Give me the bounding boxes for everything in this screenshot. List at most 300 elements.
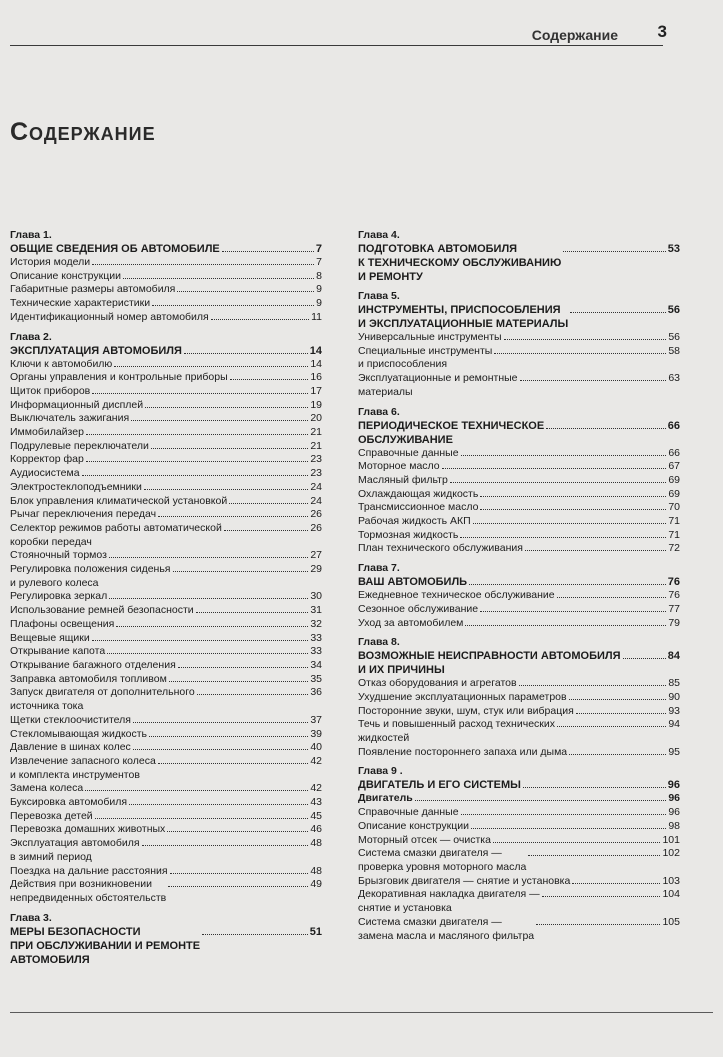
toc-entry-page: 102 — [662, 847, 680, 860]
chapter-label: Глава 7. — [358, 562, 400, 575]
toc-entry-page: 46 — [310, 823, 322, 836]
dot-leader — [116, 626, 308, 627]
chapter-title — [358, 419, 680, 447]
toc-entry — [10, 297, 322, 311]
toc-entry-page: 105 — [662, 915, 680, 928]
toc-entry-text: Поездка на дальние расстояния — [10, 864, 168, 877]
toc-entry-page: 58 — [668, 344, 680, 357]
dot-leader — [504, 339, 667, 340]
toc-entry — [358, 834, 680, 848]
toc-entry-page: 24 — [310, 494, 322, 507]
toc-entry-text: Информационный дисплей — [10, 398, 144, 411]
toc-chapter — [358, 406, 680, 557]
dot-leader — [480, 496, 666, 497]
dot-leader — [557, 726, 666, 727]
dot-leader — [520, 380, 667, 381]
toc-entry — [358, 529, 680, 543]
chapter-title — [10, 242, 322, 256]
dot-leader — [576, 713, 667, 714]
toc-entry-page: 93 — [668, 704, 680, 717]
toc-entry-text: Перевозка детей — [10, 809, 93, 822]
toc-entry-page: 42 — [310, 754, 322, 767]
dot-leader — [229, 503, 308, 504]
toc-entry-page: 56 — [668, 331, 680, 343]
toc-entry-text: Двигатель — [358, 792, 413, 805]
dot-leader — [92, 393, 308, 394]
chapter-title — [10, 925, 322, 967]
toc-entry-text: Регулировка зеркал — [10, 590, 108, 603]
toc-entry-page: 45 — [310, 809, 322, 822]
toc-entry-text: Подрулевые переключатели — [10, 439, 149, 452]
toc-entry-page: 21 — [310, 439, 322, 452]
dot-leader — [563, 251, 665, 252]
toc-entry — [10, 673, 322, 687]
toc-entry-text: Открывание багажного отделения — [10, 658, 176, 671]
dot-leader — [86, 434, 308, 435]
toc-entry-page: 69 — [668, 473, 680, 486]
toc-entry-text: Щиток приборов — [10, 384, 91, 397]
toc-entry — [10, 453, 322, 467]
dot-leader — [109, 598, 308, 599]
toc-entry — [358, 617, 680, 631]
toc-chapter — [358, 636, 680, 759]
dot-leader — [173, 571, 309, 572]
toc-column-left — [10, 229, 322, 973]
toc-entry — [358, 331, 680, 345]
toc-chapter — [358, 290, 680, 400]
toc-entry — [10, 590, 322, 604]
toc-entry-page: 63 — [668, 372, 680, 385]
toc-entry — [358, 806, 680, 820]
toc-entry-text: Система смазки двигателя — замена масла и масляного фильтра — [358, 915, 535, 942]
dot-leader — [158, 763, 308, 764]
dot-leader — [480, 509, 666, 510]
toc-entry-text: Ключи к автомобилю — [10, 357, 113, 370]
dot-leader — [224, 530, 308, 531]
toc-entry-page: 26 — [310, 521, 322, 534]
toc-entry — [10, 467, 322, 481]
toc-entry-text: Давление в шинах колес — [10, 741, 131, 754]
dot-leader — [133, 749, 309, 750]
toc-entry-page: 66 — [668, 446, 680, 459]
toc-entry — [358, 515, 680, 529]
dot-leader — [442, 468, 667, 469]
toc-entry — [10, 495, 322, 509]
toc-entry-text: Вещевые ящики — [10, 631, 90, 644]
chapter-label: Глава 8. — [358, 636, 400, 649]
toc-entry-page: 69 — [668, 487, 680, 500]
toc-entry-text: Масляный фильтр — [358, 473, 448, 486]
toc-entry-page: 95 — [668, 745, 680, 758]
dot-leader — [109, 557, 308, 558]
toc-entry-text: Эксплуатация автомобиля в зимний период — [10, 837, 140, 863]
dot-leader — [196, 612, 309, 613]
toc-entry-text: Технические характеристики — [10, 297, 151, 310]
toc-entry — [10, 256, 322, 270]
toc-entry-text: Специальные инструменты и приспособления — [358, 344, 493, 371]
chapter-page-number: 84 — [667, 650, 680, 663]
toc-entry-text: Моторное масло — [358, 460, 440, 473]
toc-entry-text: Селектор режимов работы автоматической коробки передач — [10, 521, 222, 548]
dot-leader — [145, 407, 308, 408]
toc-entry-page: 42 — [310, 782, 322, 795]
dot-leader — [95, 818, 309, 819]
chapter-label: Глава 1. — [10, 229, 52, 241]
toc-entry — [358, 345, 680, 372]
toc-entry — [10, 714, 322, 728]
toc-entry-text: Открывание капота — [10, 645, 106, 658]
toc-entry — [358, 847, 680, 874]
toc-entry — [10, 426, 322, 440]
dot-leader — [623, 658, 666, 659]
toc-entry — [10, 782, 322, 796]
toc-entry-page: 98 — [668, 819, 680, 832]
toc-chapter — [358, 229, 680, 284]
toc-entry-text: Перевозка домашних животных — [10, 823, 166, 836]
chapter-title — [358, 778, 680, 792]
dot-leader — [480, 611, 666, 612]
toc-entry-page: 30 — [310, 590, 322, 603]
toc-entry — [358, 372, 680, 399]
page-title: Содержание — [10, 118, 156, 146]
chapter-page-number: 53 — [667, 243, 680, 255]
toc-entry — [358, 746, 680, 760]
toc-entry-text: Буксировка автомобиля — [10, 796, 128, 809]
toc-entry-text: Габаритные размеры автомобиля — [10, 283, 176, 296]
chapter-title — [358, 242, 680, 284]
toc-entry-text: Посторонние звуки, шум, стук или вибрация — [358, 704, 574, 717]
toc-entry — [10, 371, 322, 385]
chapter-label: Глава 6. — [358, 405, 400, 418]
toc-entry — [10, 440, 322, 454]
chapter-title-text: ВОЗМОЖНЫЕ НЕИСПРАВНОСТИ АВТОМОБИЛЯ И ИХ ПРИЧИНЫ — [358, 650, 621, 677]
toc-entry-page: 71 — [668, 528, 680, 541]
dot-leader — [542, 896, 661, 897]
dot-leader — [557, 597, 667, 598]
toc-entry — [358, 460, 680, 474]
dot-leader — [114, 366, 308, 367]
chapter-page-number: 66 — [667, 419, 680, 432]
dot-leader — [82, 475, 309, 476]
toc-entry — [10, 865, 322, 879]
toc-entry-text: Рабочая жидкость АКП — [358, 515, 471, 528]
dot-leader — [572, 883, 660, 884]
toc-entry-page: 71 — [668, 515, 680, 528]
toc-entry-page: 39 — [310, 727, 322, 740]
dot-leader — [85, 790, 308, 791]
toc-entry-page: 77 — [668, 602, 680, 615]
toc-entry — [10, 686, 322, 713]
chapter-title-text: ОБЩИЕ СВЕДЕНИЯ ОБ АВТОМОБИЛЕ — [10, 243, 220, 255]
toc-entry-page: 72 — [668, 542, 680, 555]
chapter-title-text: МЕРЫ БЕЗОПАСНОСТИ ПРИ ОБСЛУЖИВАНИИ И РЕМОНТЕ АВТОМОБИЛЯ — [10, 925, 201, 966]
toc-entry-text: Брызговик двигателя — снятие и установка — [358, 874, 571, 887]
toc-entry-page: 96 — [668, 806, 680, 819]
chapter-page-number: 51 — [309, 925, 322, 938]
toc-entry — [10, 645, 322, 659]
toc-entry-text: Стекломывающая жидкость — [10, 727, 148, 740]
toc-chapter — [10, 229, 322, 325]
dot-leader — [473, 523, 667, 524]
toc-chapter — [10, 331, 322, 906]
toc-entry-text: Рычаг переключения передач — [10, 508, 157, 521]
toc-entry-text: Появление постороннего запаха или дыма — [358, 745, 568, 758]
toc-entry-text: Запуск двигателя от дополнительного источника тока — [10, 686, 195, 713]
toc-entry-text: Аудиосистема — [10, 467, 80, 480]
dot-leader — [465, 625, 666, 626]
chapter-title — [358, 649, 680, 677]
toc-entry-page: 70 — [668, 501, 680, 514]
toc-entry-text: Трансмиссионное масло — [358, 501, 479, 514]
toc-entry-text: Замена колеса — [10, 782, 84, 795]
toc-entry-text: Тормозная жидкость — [358, 528, 459, 541]
dot-leader — [178, 667, 309, 668]
toc-entry — [358, 875, 680, 889]
toc-entry-page: 48 — [310, 837, 322, 850]
running-header — [0, 0, 723, 52]
toc-entry-page: 48 — [310, 864, 322, 877]
toc-entry-page: 19 — [310, 398, 322, 411]
chapter-page-number: 96 — [667, 779, 680, 792]
toc-entry — [10, 522, 322, 549]
toc-entry — [10, 618, 322, 632]
toc-entry-text: Иммобилайзер — [10, 426, 84, 439]
toc-entry — [358, 792, 680, 806]
dot-leader — [525, 550, 666, 551]
toc-entry — [10, 399, 322, 413]
toc-entry-text: Стояночный тормоз — [10, 549, 107, 562]
toc-entry-text: Электростеклоподъемники — [10, 480, 142, 493]
toc-entry — [358, 447, 680, 461]
toc-entry-page: 85 — [668, 677, 680, 690]
dot-leader — [230, 379, 309, 380]
toc-entry-text: Охлаждающая жидкость — [358, 487, 479, 500]
toc-entry-text: Сезонное обслуживание — [358, 602, 479, 615]
toc-entry-text: Отказ оборудования и агрегатов — [358, 677, 517, 690]
dot-leader — [569, 699, 667, 700]
dot-leader — [92, 640, 309, 641]
toc-entry-page: 31 — [310, 604, 322, 617]
chapter-title-text: ЭКСПЛУАТАЦИЯ АВТОМОБИЛЯ — [10, 344, 182, 357]
toc-entry — [10, 311, 322, 325]
toc-entry-page: 29 — [310, 563, 322, 576]
toc-entry — [358, 888, 680, 915]
footer-rule — [10, 1012, 713, 1013]
toc-entry-page: 11 — [311, 310, 322, 323]
dot-leader — [519, 685, 667, 686]
toc-entry — [10, 283, 322, 297]
toc-entry-text: Течь и повышенный расход технических жидкостей — [358, 718, 555, 745]
chapter-title-text: ПОДГОТОВКА АВТОМОБИЛЯ К ТЕХНИЧЕСКОМУ ОБСЛУЖИВАНИЮ И РЕМОНТУ — [358, 243, 562, 283]
toc-entry-page: 21 — [310, 426, 322, 439]
dot-leader — [536, 924, 660, 925]
toc-entry-page: 94 — [668, 718, 680, 731]
chapter-title — [10, 344, 322, 358]
toc-entry — [10, 563, 322, 590]
toc-entry — [10, 755, 322, 782]
toc-entry-text: Заправка автомобиля топливом — [10, 672, 167, 685]
chapter-page-number: 76 — [667, 576, 680, 589]
chapter-label: Глава 2. — [10, 330, 52, 343]
toc-entry-text: Моторный отсек — очистка — [358, 833, 491, 846]
toc-entry — [10, 481, 322, 495]
chapter-label: Глава 3. — [10, 911, 52, 924]
dot-leader — [107, 653, 308, 654]
toc-entry-text: Описание конструкции — [358, 819, 469, 832]
toc-entry-page: 24 — [310, 480, 322, 493]
chapter-title — [358, 303, 680, 331]
dot-leader — [152, 305, 314, 306]
toc-entry — [358, 718, 680, 745]
toc-entry-text: Справочные данные — [358, 806, 459, 819]
toc-entry-page: 17 — [310, 384, 322, 397]
dot-leader — [450, 482, 666, 483]
toc-entry — [358, 542, 680, 556]
toc-entry-page: 34 — [310, 658, 322, 671]
toc-entry-text: Органы управления и контрольные приборы — [10, 371, 228, 384]
toc-entry-page: 14 — [310, 357, 322, 370]
toc-entry-page: 8 — [316, 269, 322, 282]
toc-entry-text: План технического обслуживания — [358, 542, 523, 555]
toc-entry-text: Декоративная накладка двигателя — снятие и установка — [358, 888, 540, 915]
toc-entry-text: Описание конструкции — [10, 269, 121, 282]
toc-entry-text: Извлечение запасного колеса и комплекта инструментов — [10, 754, 156, 781]
chapter-label: Глава 9 . — [358, 765, 403, 778]
toc-entry — [10, 412, 322, 426]
dot-leader — [461, 814, 667, 815]
chapter-title-text: ДВИГАТЕЛЬ И ЕГО СИСТЕМЫ — [358, 779, 521, 792]
dot-leader — [202, 934, 308, 935]
page-number: 3 — [657, 22, 667, 41]
toc-entry — [358, 488, 680, 502]
toc-entry-page: 23 — [310, 467, 322, 480]
toc-entry-page: 67 — [668, 460, 680, 473]
dot-leader — [131, 420, 308, 421]
dot-leader — [123, 278, 314, 279]
chapter-title-text: ИНСТРУМЕНТЫ, ПРИСПОСОБЛЕНИЯ И ЭКСПЛУАТАЦИОННЫЕ МАТЕРИАЛЫ — [358, 304, 569, 330]
toc-entry-page: 43 — [310, 796, 322, 809]
toc-entry-page: 23 — [310, 453, 322, 466]
chapter-label: Глава 5. — [358, 290, 400, 302]
toc-entry-page: 37 — [310, 713, 322, 726]
toc-entry — [358, 603, 680, 617]
toc-entry — [10, 728, 322, 742]
toc-entry — [10, 741, 322, 755]
toc-entry-page: 16 — [310, 371, 322, 384]
toc-entry — [10, 632, 322, 646]
toc-entry — [358, 705, 680, 719]
dot-leader — [461, 455, 667, 456]
dot-leader — [92, 264, 314, 265]
dot-leader — [167, 831, 308, 832]
dot-leader — [133, 722, 308, 723]
dot-leader — [129, 804, 308, 805]
chapter-page-number: 56 — [667, 304, 680, 316]
toc-entry — [10, 659, 322, 673]
toc-entry-page: 9 — [316, 297, 322, 310]
toc-entry-page: 35 — [310, 672, 322, 685]
dot-leader — [86, 461, 309, 462]
toc-entry — [10, 878, 322, 905]
header-rule — [10, 45, 663, 46]
dot-leader — [494, 353, 666, 354]
toc-entry-page: 79 — [668, 616, 680, 629]
toc-entry — [358, 916, 680, 943]
toc-entry-text: Регулировка положения сиденья и рулевого колеса — [10, 563, 171, 589]
toc-entry-page: 26 — [310, 508, 322, 521]
dot-leader — [460, 537, 666, 538]
chapter-page-number: 14 — [309, 344, 322, 357]
toc-entry-text: Ежедневное техническое обслуживание — [358, 589, 555, 602]
toc-entry-page: 101 — [662, 833, 680, 846]
toc-entry-page: 36 — [310, 686, 322, 699]
toc-entry-page: 90 — [668, 690, 680, 703]
dot-leader — [177, 291, 314, 292]
toc-entry — [10, 358, 322, 372]
toc-entry — [10, 823, 322, 837]
toc-entry — [358, 474, 680, 488]
toc-entry — [358, 589, 680, 603]
dot-leader — [169, 681, 308, 682]
dot-leader — [144, 489, 308, 490]
toc-entry-page: 40 — [310, 741, 322, 754]
toc-entry — [10, 549, 322, 563]
toc-entry-page: 32 — [310, 617, 322, 630]
toc-entry-text: Универсальные инструменты — [358, 331, 502, 343]
dot-leader — [528, 855, 660, 856]
toc-entry-page: 33 — [310, 645, 322, 658]
toc-entry-page: 96 — [668, 792, 680, 805]
toc-entry-text: Действия при возникновении непредвиденных обстоятельств — [10, 878, 167, 904]
toc-entry-text: Справочные данные — [358, 446, 459, 459]
toc-entry-text: Использование ремней безопасности — [10, 604, 194, 617]
dot-leader — [184, 353, 308, 354]
dot-leader — [170, 873, 309, 874]
dot-leader — [149, 736, 308, 737]
toc-entry — [358, 677, 680, 691]
dot-leader — [493, 842, 661, 843]
toc-entry-text: Эксплуатационные и ремонтные материалы — [358, 372, 518, 398]
dot-leader — [168, 886, 308, 887]
dot-leader — [142, 845, 309, 846]
chapter-label: Глава 4. — [358, 229, 400, 241]
dot-leader — [158, 516, 308, 517]
chapter-title-text: ПЕРИОДИЧЕСКОЕ ТЕХНИЧЕСКОЕ ОБСЛУЖИВАНИЕ — [358, 419, 545, 446]
toc-entry — [358, 501, 680, 515]
dot-leader — [569, 754, 666, 755]
running-header-title: Содержание — [531, 27, 618, 43]
dot-leader — [222, 251, 314, 252]
toc-entry-page: 103 — [662, 874, 680, 887]
toc-entry — [10, 837, 322, 864]
toc-column-right — [358, 229, 680, 949]
toc-entry-page: 76 — [668, 589, 680, 602]
dot-leader — [151, 448, 309, 449]
toc-entry-text: Выключатель зажигания — [10, 412, 130, 425]
toc-entry — [10, 385, 322, 399]
chapter-page-number: 7 — [315, 243, 322, 255]
toc-entry-page: 20 — [310, 412, 322, 425]
toc-entry — [10, 270, 322, 284]
toc-entry-text: Идентификационный номер автомобиля — [10, 310, 209, 323]
toc-entry-text: Щетки стеклоочистителя — [10, 713, 131, 726]
toc-entry — [10, 508, 322, 522]
toc-entry-text: Ухудшение эксплуатационных параметров — [358, 690, 567, 703]
toc-entry-page: 27 — [310, 549, 322, 562]
chapter-title-text: ВАШ АВТОМОБИЛЬ — [358, 576, 468, 589]
toc-entry-page: 7 — [316, 256, 322, 268]
toc-entry-page: 9 — [316, 283, 322, 296]
